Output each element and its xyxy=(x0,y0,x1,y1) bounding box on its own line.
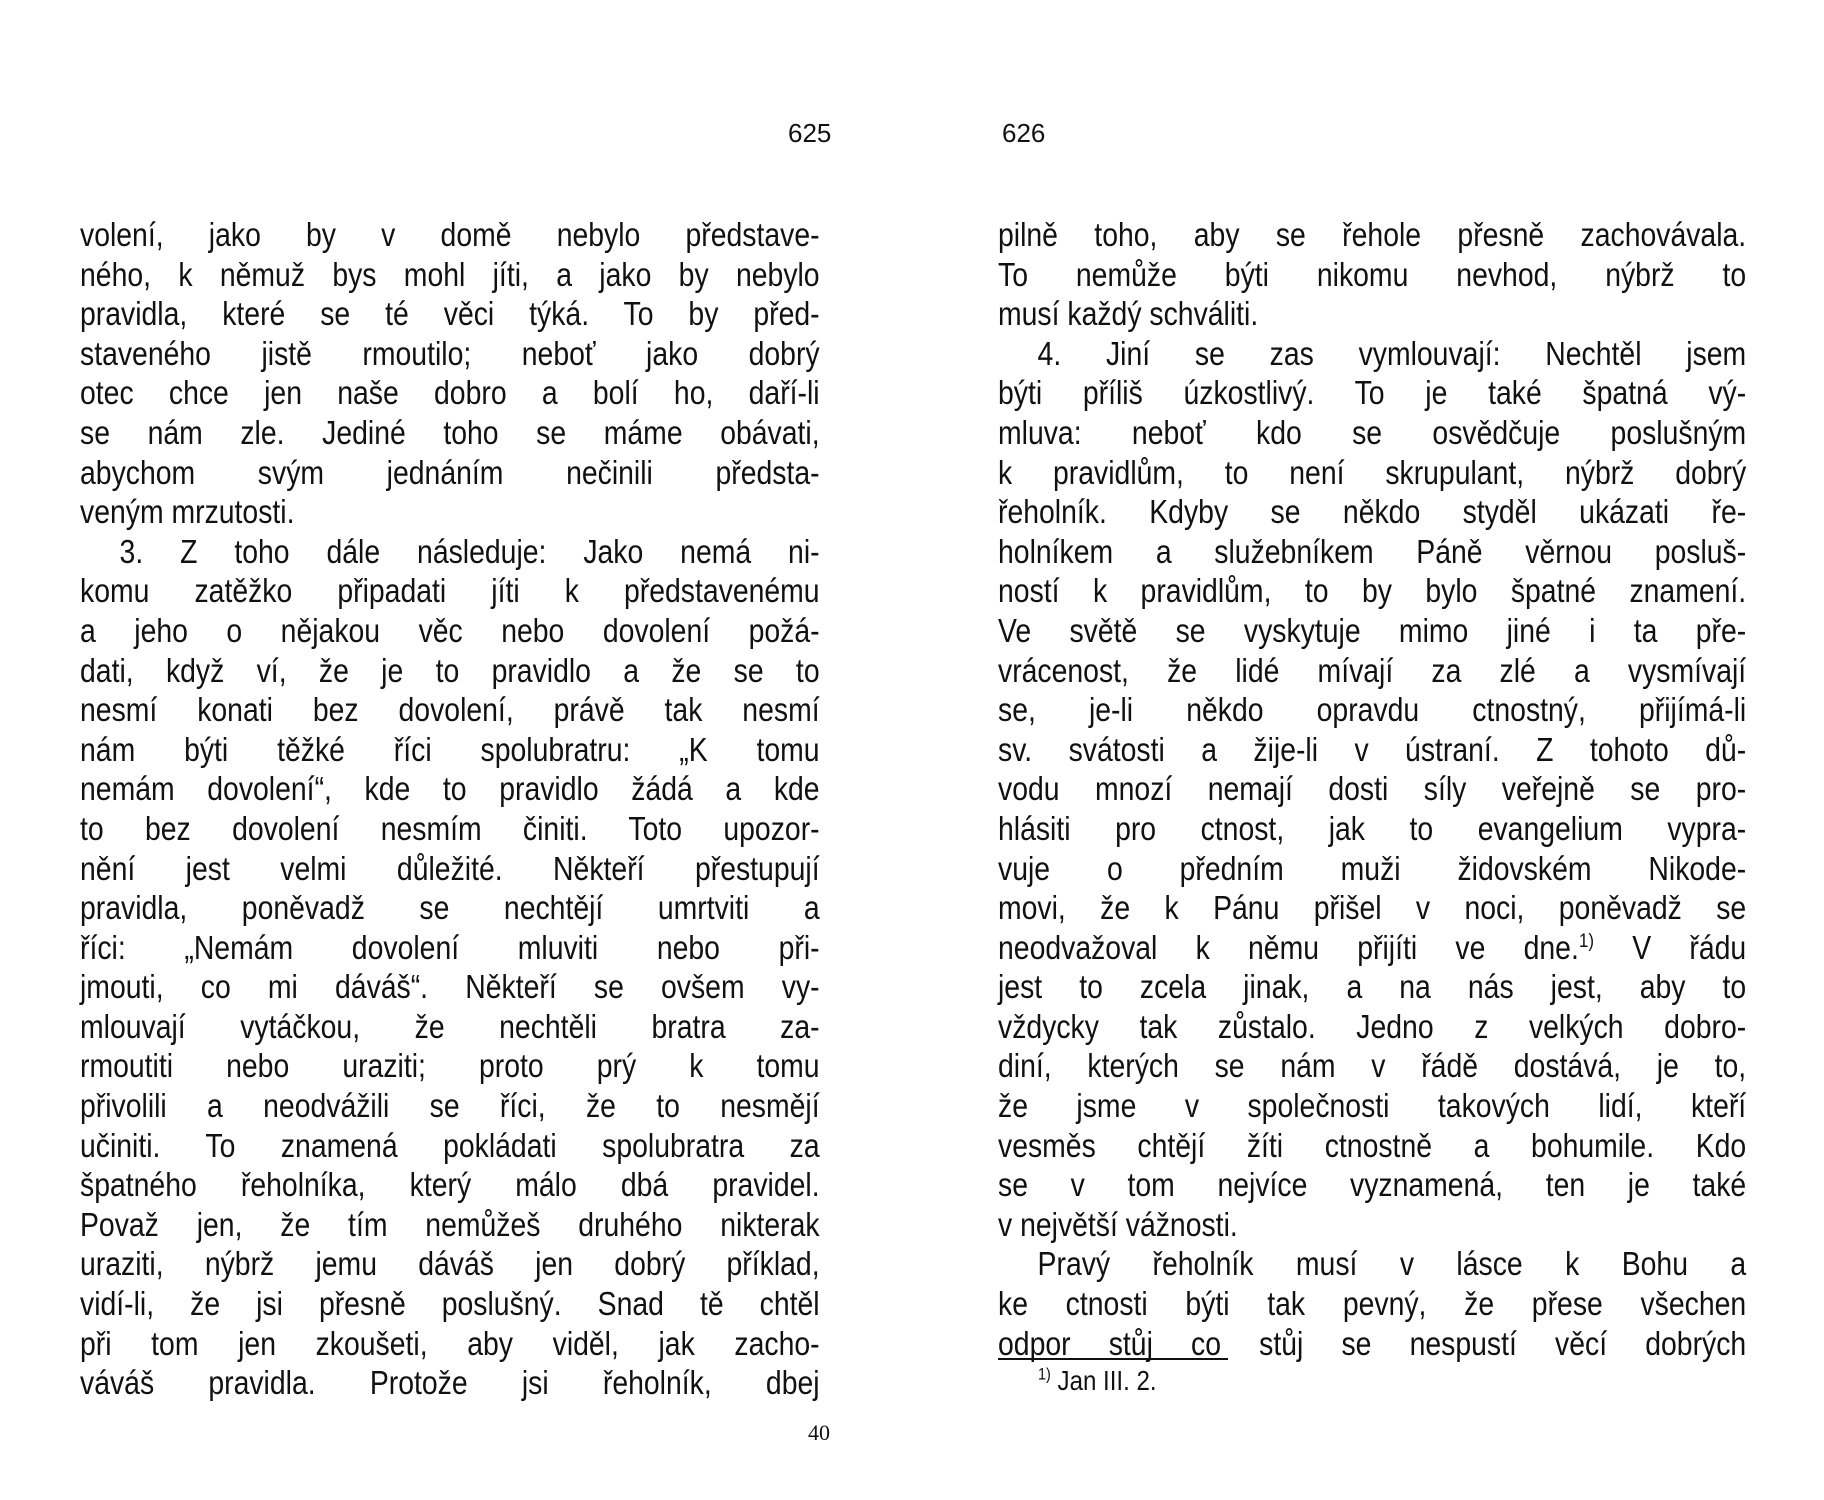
text-line: volení, jako by v domě nebylo představe- xyxy=(80,216,820,253)
text-line: učiniti. To znamená pokládati spolubratra za xyxy=(80,1126,820,1164)
text-line: to bez dovolení nesmím činiti. Toto upozor- xyxy=(80,809,820,847)
text-line: váváš pravidla. Protože jsi řeholník, dbej xyxy=(80,1364,820,1402)
text-line: pravidla, poněvadž se nechtějí umrtviti a xyxy=(80,889,820,927)
text-line: diní, kterých se nám v řádě dostává, je to, xyxy=(998,1047,1747,1085)
text-line: vidí-li, že jsi přesně poslušný. Snad tě chtěl xyxy=(80,1285,820,1323)
text-line: špatného řeholníka, který málo dbá pravidel. xyxy=(80,1166,820,1204)
text-line: říci: „Nemám dovolení mluviti nebo při- xyxy=(80,928,820,966)
text-line: abychom svým jednáním nečinili předsta- xyxy=(80,453,820,491)
signature-mark: 40 xyxy=(808,1420,830,1445)
text-line: se, je-li někdo opravdu ctnostný, přijímá-li xyxy=(998,691,1747,729)
footnote-text: Jan III. 2. xyxy=(1057,1365,1157,1396)
text-line: v největší vážnosti. xyxy=(998,1205,1238,1243)
left-text-column xyxy=(80,215,820,1403)
text-line: nění jest velmi důležité. Někteří přestupují xyxy=(80,849,820,887)
text-line: ností k pravidlům, to by bylo špatné znamení. xyxy=(998,572,1747,610)
text-line: jest to zcela jinak, a na nás jest, aby to xyxy=(998,968,1747,1006)
text-line: nemám dovolení“, kde to pravidlo žádá a kde xyxy=(80,770,820,808)
text-line: vesměs chtějí žíti ctnostně a bohumile. Kdo xyxy=(998,1126,1747,1164)
text-line: se nám zle. Jediné toho se máme obávati, xyxy=(80,413,820,451)
page-number-left: 625 xyxy=(788,118,832,148)
text-line: k pravidlům, to není skrupulant, nýbrž dobrý xyxy=(998,453,1747,491)
text-line: To nemůže býti nikomu nevhod, nýbrž to xyxy=(998,255,1747,293)
footnote-marker: 1) xyxy=(1578,929,1594,952)
text-line: musí každý schváliti. xyxy=(998,295,1259,333)
text-line: odpor stůj co stůj se nespustí věcí dobrých xyxy=(998,1324,1747,1362)
text-line: 4. Jiní se zas vymlouvají: Nechtěl jsem xyxy=(1037,334,1747,372)
text-line: nesmí konati bez dovolení, právě tak nesmí xyxy=(80,691,820,729)
left-page xyxy=(0,0,880,1500)
text-line: mlouvají vytáčkou, že nechtěli bratra za- xyxy=(80,1007,820,1045)
text-line: sv. svátosti a žije-li v ústraní. Z tohoto dů- xyxy=(998,730,1747,768)
footnote-number: 1) xyxy=(1038,1364,1051,1384)
right-text-column xyxy=(998,215,1746,1363)
text-line: nám býti těžké říci spolubratru: „K tomu xyxy=(80,730,820,768)
text-line: vuje o předním muži židovském Nikode- xyxy=(998,849,1747,887)
text-line: holníkem a služebníkem Páně věrnou posluš- xyxy=(998,532,1747,570)
text-line: staveného jistě rmoutilo; neboť jako dobrý xyxy=(80,334,820,372)
text-line: otec chce jen naše dobro a bolí ho, daří-li xyxy=(80,374,820,412)
page-number-right: 626 xyxy=(1002,118,1046,148)
line-text: neodvažoval k němu přijíti ve dne. xyxy=(998,928,1579,966)
text-line: ke ctnosti býti tak pevný, že přese všechen xyxy=(998,1285,1747,1323)
text-line: se v tom nejvíce vyznamená, ten je také xyxy=(998,1166,1747,1204)
text-line: pravidla, které se té věci týká. To by před- xyxy=(80,295,820,333)
text-line: pilně toho, aby se řehole přesně zachovávala. xyxy=(998,216,1747,253)
text-line: 3. Z toho dále následuje: Jako nemá ni- xyxy=(119,532,820,570)
line-tail: V řádu xyxy=(1632,928,1747,966)
text-line: hlásiti pro ctnost, jak to evangelium vypra- xyxy=(998,809,1747,847)
right-page xyxy=(880,0,1824,1500)
text-line: komu zatěžko připadati jíti k představenému xyxy=(80,572,820,610)
text-line: Ve světě se vyskytuje mimo jiné i ta pře- xyxy=(998,611,1747,649)
text-line: a jeho o nějakou věc nebo dovolení požá- xyxy=(80,611,820,649)
text-line: vrácenost, že lidé mívají za zlé a vysmívají xyxy=(998,651,1747,689)
text-line-with-footnote xyxy=(998,928,1746,968)
text-line: přivolili a neodvážili se říci, že to nesmějí xyxy=(80,1087,820,1125)
text-line: Pravý řeholník musí v lásce k Bohu a xyxy=(1037,1245,1747,1283)
text-line: mluva: neboť kdo se osvědčuje poslušným xyxy=(998,413,1747,451)
text-line: movi, že k Pánu přišel v noci, poněvadž se xyxy=(998,889,1747,927)
text-line: veným mrzutosti. xyxy=(80,493,295,531)
text-line: ného, k němuž bys mohl jíti, a jako by nebylo xyxy=(80,255,820,293)
text-line: rmoutiti nebo uraziti; proto prý k tomu xyxy=(80,1047,820,1085)
text-line: vodu mnozí nemají dosti síly veřejně se pro- xyxy=(998,770,1747,808)
footnote-rule xyxy=(998,1358,1228,1360)
text-line: býti příliš úzkostlivý. To je také špatná vý- xyxy=(998,374,1747,412)
text-line: řeholník. Kdyby se někdo styděl ukázati ře- xyxy=(998,493,1747,531)
text-line: že jsme v společnosti takových lidí, kteří xyxy=(998,1087,1747,1125)
text-line: jmouti, co mi dáváš“. Někteří se ovšem vy- xyxy=(80,968,820,1006)
footnote xyxy=(1038,1365,1157,1397)
text-line: vždycky tak zůstalo. Jedno z velkých dobro- xyxy=(998,1007,1747,1045)
text-line: dati, když ví, že je to pravidlo a že se to xyxy=(80,651,820,689)
text-line: při tom jen zkoušeti, aby viděl, jak zacho- xyxy=(80,1324,820,1362)
text-line: Považ jen, že tím nemůžeš druhého nikterak xyxy=(80,1205,820,1243)
text-line: uraziti, nýbrž jemu dáváš jen dobrý příklad, xyxy=(80,1245,820,1283)
